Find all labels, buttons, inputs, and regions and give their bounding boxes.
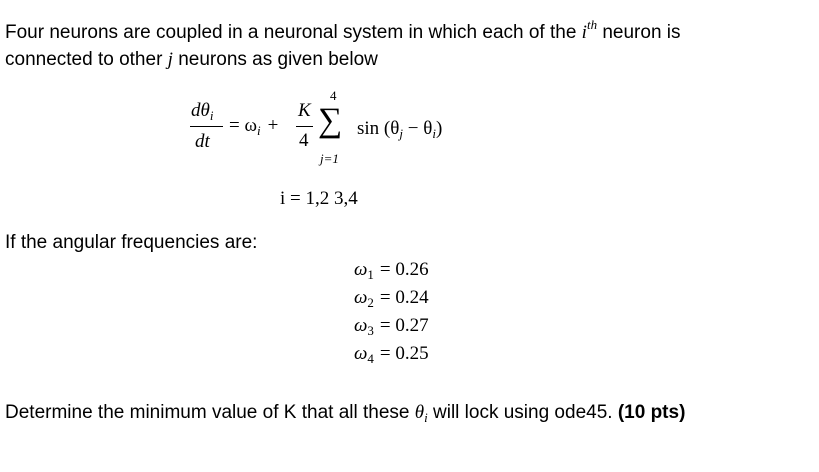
index-range: i = 1,2 3,4	[280, 188, 358, 209]
frequency-item: $\omega_4 = 0.25$	[354, 343, 429, 366]
sum-lower-limit: j=1	[320, 151, 339, 166]
lhs-numerator: $d\theta_i$	[191, 100, 214, 123]
coefficient-fraction-bar	[296, 126, 313, 127]
sine-term: $\sin (\theta_j - \theta_i)$	[357, 118, 443, 141]
intro-i-symbol: i	[581, 22, 587, 43]
question-text-a: Determine the minimum value of K that all these	[5, 402, 415, 423]
frequency-item: $\omega_3 = 0.27$	[354, 315, 429, 338]
frequencies-prompt: If the angular frequencies are:	[5, 232, 258, 253]
intro-line-2-text-a: connected to other	[5, 49, 168, 70]
lhs-denominator: dt	[195, 131, 210, 152]
frequency-item: $\omega_1 = 0.26$	[354, 259, 429, 282]
intro-line-1-text-b: neuron is	[597, 22, 681, 43]
lhs-fraction-bar	[190, 126, 223, 127]
intro-th-superscript: th	[586, 17, 598, 32]
points-label: (10 pts)	[617, 402, 686, 423]
sum-upper-limit: 4	[330, 88, 337, 103]
question-line	[5, 402, 685, 424]
intro-line-2	[5, 49, 378, 71]
intro-line-2-text-b: neurons as given below	[172, 49, 378, 70]
intro-line-1-text-a: Four neurons are coupled in a neuronal system in which each of the	[5, 22, 582, 43]
question-text-b: will lock using ode45.	[427, 402, 618, 423]
frequency-item: $\omega_2 = 0.24$	[354, 287, 429, 310]
question-theta-symbol: θ	[414, 402, 425, 423]
intro-j-symbol: j	[167, 49, 173, 70]
coefficient-numerator: K	[298, 100, 311, 121]
equals-omega: = $\omega_i$ +	[229, 115, 279, 138]
intro-line-1	[5, 17, 681, 44]
question-theta-subscript: i	[424, 410, 428, 425]
sum-symbol: ∑	[318, 102, 343, 139]
coefficient-denominator: 4	[299, 130, 309, 151]
